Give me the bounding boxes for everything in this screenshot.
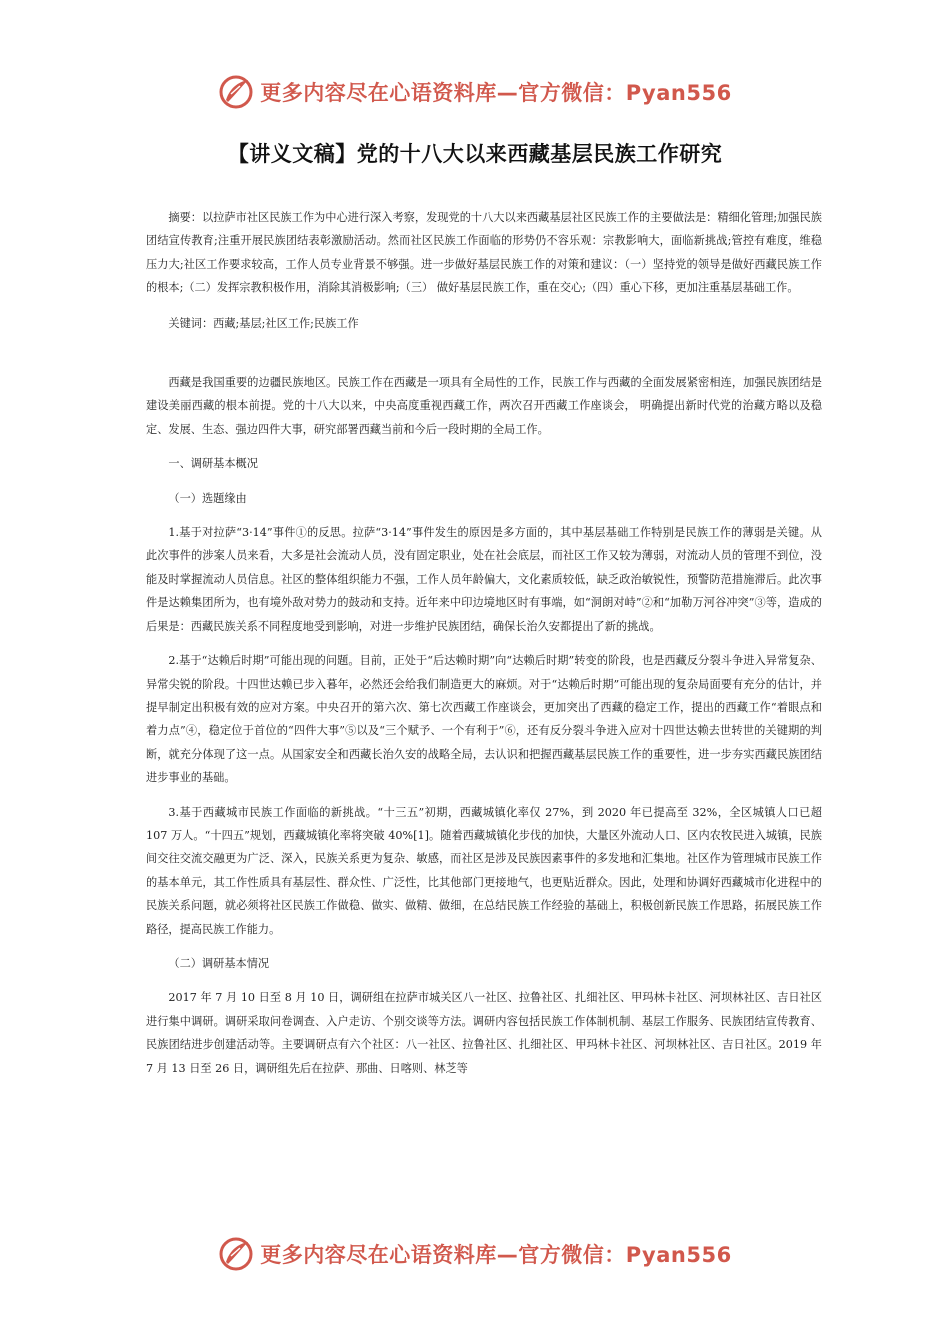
intro-paragraph: 西藏是我国重要的边疆民族地区。民族工作在西藏是一项具有全局性的工作，民族工作与西藏的全面发展紧密相连，加强民族团结是建设美丽西藏的根本前提。党的十八大以来，中央高度重视西藏工作，两次召开西藏工作座谈会， 明确提出新时代党的治藏方略以及稳定、发展、生态、强边四件大事，研究部署西藏当前和今后一段时期的全局工作。 xyxy=(146,376,822,436)
paragraph: 1.基于对拉萨“3·14”事件①的反思。拉萨“3·14”事件发生的原因是多方面的，其中基层基础工作特别是民族工作的薄弱是关键。从此次事件的涉案人员来看，大多是社会流动人员，没有固定职业，处在社会底层，而社区工作又较为薄弱，对流动人员的管理不到位，没能及时掌握流动人员信息。社区的整体组织能力不强，工作人员年龄偏大，文化素质较低，缺乏政治敏锐性，预警防范措施滞后。此次事件是达赖集团所为，也有境外敌对势力的鼓动和支持。近年来中印边境地区时有事端，如“洞朗对峙”②和“加勒万河谷冲突”③等，造成的后果是：西藏民族关系不同程度地受到影响，对进一步维护民族团结，确保长治久安都提出了新的挑战。 xyxy=(146,526,822,633)
subsection-heading: （二）调研基本情况 xyxy=(168,956,270,970)
watermark-footer xyxy=(0,1232,950,1276)
section-heading: 一、调研基本概况 xyxy=(168,457,258,471)
keywords: 关键词：西藏;基层;社区工作;民族工作 xyxy=(168,316,359,330)
document-title: 【讲义文稿】党的十八大以来西藏基层民族工作研究 xyxy=(227,142,723,166)
watermark-header xyxy=(0,70,950,114)
paragraph: 3.基于西藏城市民族工作面临的新挑战。“十三五”初期，西藏城镇化率仅 27%，到 2020 年已提高至 32%，全区城镇人口已超 107 万人。“十四五”规划，西藏城镇化率将突破 40%[1]。随着西藏城镇化步伐的加快，大量区外流动人口、区内农牧民进入城镇，民族间交往交流交融更为广泛、深入，民族关系更为复杂、敏感，而社区是涉及民族因素事件的多发地和汇集地。社区作为管理城市民族工作的基本单元，其工作性质具有基层性、群众性、广泛性，比其他部门更接地气，也更贴近群众。因此，处理和协调好西藏城市化进程中的民族关系问题，就必须将社区民族工作做稳、做实、做精、做细，在总结民族工作经验的基础上，积极创新民族工作思路，拓展民族工作路径，提高民族工作能力。 xyxy=(146,805,822,936)
logo-icon xyxy=(218,1236,254,1272)
document-body xyxy=(146,206,822,1080)
abstract: 摘要：以拉萨市社区民族工作为中心进行深入考察，发现党的十八大以来西藏基层社区民族工作的主要做法是：精细化管理;加强民族团结宣传教育;注重开展民族团结表彰激励活动。然而社区民族工作面临的形势仍不容乐观：宗教影响大，面临新挑战;管控有难度，维稳压力大;社区工作要求较高，工作人员专业背景不够强。进一步做好基层民族工作的对策和建议：（一）坚持党的领导是做好西藏民族工作的根本;（二）发挥宗教积极作用，消除其消极影响;（三） 做好基层民族工作，重在交心;（四）重心下移，更加注重基层基础工作。 xyxy=(146,211,822,295)
subsection-heading: （一）选题缘由 xyxy=(168,491,247,505)
paragraph: 2017 年 7 月 10 日至 8 月 10 日，调研组在拉萨市城关区八一社区、拉鲁社区、扎细社区、甲玛林卡社区、河坝林社区、吉日社区进行集中调研。调研采取问卷调查、入户走访、个别交谈等方法。调研内容包括民族工作体制机制、基层工作服务、民族团结宣传教育、民族团结进步创建活动等。主要调研点有六个社区：八一社区、拉鲁社区、扎细社区、甲玛林卡社区、河坝林社区、吉日社区。2019 年 7 月 13 日至 26 日，调研组先后在拉萨、那曲、日喀则、林芝等 xyxy=(146,991,822,1075)
logo-icon xyxy=(218,74,254,110)
watermark-text: 更多内容尽在心语资料库—官方微信：Pyan556 xyxy=(260,81,732,105)
paragraph: 2.基于“达赖后时期”可能出现的问题。目前，正处于“后达赖时期”向“达赖后时期”转变的阶段，也是西藏反分裂斗争进入异常复杂、异常尖锐的阶段。十四世达赖已步入暮年，必然还会给我们制造更大的麻烦。对于“达赖后时期”可能出现的复杂局面要有充分的估计，并提早制定出积极有效的应对方案。中央召开的第六次、第七次西藏工作座谈会，更加突出了西藏的稳定工作，提出的西藏工作“着眼点和着力点”④，稳定位于首位的“四件大事”⑤以及“三个赋予、一个有利于”⑥，还有反分裂斗争进入应对十四世达赖去世转世的关键期的判断，就充分体现了这一点。从国家安全和西藏长治久安的战略全局，去认识和把握西藏基层民族工作的重要性，进一步夯实西藏民族团结进步事业的基础。 xyxy=(146,654,822,785)
watermark-text: 更多内容尽在心语资料库—官方微信：Pyan556 xyxy=(260,1243,732,1267)
